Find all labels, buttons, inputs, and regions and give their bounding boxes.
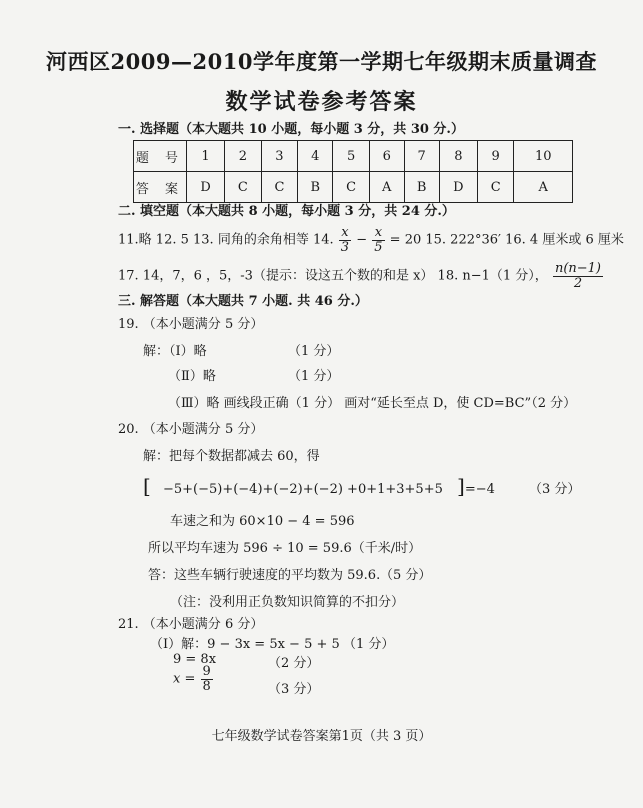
- fill-answers-line2: [118, 262, 604, 290]
- question-number: 3: [261, 141, 298, 172]
- question-number-row: [134, 141, 573, 172]
- q20-title: 20. （本小题满分 5 分）: [118, 422, 264, 437]
- answer-cell: C: [225, 172, 262, 203]
- q20-answer: 答：这些车辆行驶速度的平均数为 59.6.: [148, 568, 381, 583]
- answers-17-18-text: 17. 14，7，6 ，5，-3（提示：设这五个数的和是 x） 18. n−1（1 分），: [118, 268, 548, 284]
- q21-step2-score: （2 分）: [268, 656, 320, 671]
- q20-note: （注：没利用正负数知识简算的不扣分）: [170, 595, 405, 610]
- q20-step1: 解：把每个数据都减去 60，得: [143, 449, 320, 464]
- q20-answer-score: （5 分）: [380, 568, 432, 583]
- answer-cell: A: [514, 172, 573, 203]
- q21-step2: 9 = 8x: [173, 652, 217, 667]
- section2-heading: 二. 填空题（本大题共 8 小题，每小题 3 分，共 24 分.）: [118, 204, 455, 219]
- answers-14-16-text: = 20 15. 222°36′ 16. 4 厘米或 6 厘米: [389, 232, 624, 248]
- answer-cell: B: [298, 172, 333, 203]
- page-footer: 七年级数学试卷答案第1页（共 3 页）: [211, 729, 432, 744]
- row-label: 答 案: [134, 172, 187, 203]
- question-number: 9: [477, 141, 514, 172]
- q21-step1-score: （1 分）: [343, 637, 395, 652]
- row-label: 题 号: [134, 141, 187, 172]
- answer-table: [133, 140, 573, 203]
- fill-answers-line1: 11.略 12. 5 13. 同角的余角相等 14. $\frac{x}{3}$ − $\frac{x}{5}$ = 20 15. 222°36′ 16. 4 厘米或 6 厘米: [118, 225, 624, 255]
- q21-step3: x = $\frac{9}{8}$: [173, 664, 211, 694]
- q19-part2-score: （1 分）: [288, 369, 340, 384]
- section3-heading: 三. 解答题（本大题共 7 小题. 共 46 分.）: [118, 294, 368, 309]
- q19-part1: 解：（Ⅰ）略: [143, 344, 207, 359]
- question-number: 1: [187, 141, 225, 172]
- q19-part2: （Ⅱ）略: [168, 369, 216, 384]
- fraction-9-over-8: $\frac{9}{8}$: [202, 664, 211, 694]
- answer-row: [134, 172, 573, 203]
- answer-cell: A: [369, 172, 404, 203]
- answer-cell: B: [404, 172, 439, 203]
- answer-cell: C: [333, 172, 370, 203]
- q20-step4: 所以平均车速为 596 ÷ 10 = 59.6（千米/时）: [148, 541, 422, 556]
- q21-title: 21. （本小题满分 6 分）: [118, 617, 264, 632]
- section1-heading: 一. 选择题（本大题共 10 小题，每小题 3 分，共 30 分.）: [118, 122, 464, 137]
- question-number: 4: [298, 141, 333, 172]
- q21-step3-score: （3 分）: [268, 682, 320, 697]
- q20-step3: 车速之和为 60×10 − 4 = 596: [170, 514, 355, 529]
- fraction-x-over-5: $\frac{x}{5}$: [374, 225, 383, 255]
- fraction-x-over-3: $\frac{x}{3}$: [340, 225, 350, 255]
- document-title: 河西区2009—2010学年度第一学期七年级期末质量调查: [46, 49, 597, 74]
- answer-cell: D: [439, 172, 477, 203]
- question-number: 6: [369, 141, 404, 172]
- answers-11-14-text: 11.略 12. 5 13. 同角的余角相等 14.: [118, 232, 334, 248]
- q19-part1-score: （1 分）: [288, 344, 340, 359]
- question-number: 10: [514, 141, 573, 172]
- answer-cell: C: [477, 172, 514, 203]
- q19-title: 19. （本小题满分 5 分）: [118, 317, 264, 332]
- fraction-n-n-minus-1-over-2: $\frac{n(n-1)}{2}$: [554, 261, 602, 291]
- question-number: 5: [333, 141, 370, 172]
- document-subtitle: 数学试卷参考答案: [225, 89, 418, 115]
- question-number: 2: [225, 141, 262, 172]
- answer-cell: D: [187, 172, 225, 203]
- question-number: 7: [404, 141, 439, 172]
- answer-cell: C: [261, 172, 298, 203]
- q20-sum-expression: [ −5+(−5)+(−4)+(−2)+(−2) +0+1+3+5+5 ]=−4 （3 分）: [143, 474, 581, 498]
- question-number: 8: [439, 141, 477, 172]
- q19-part3: （Ⅲ）略 画线段正确（1 分） 画对“延长至点 D，使 CD=BC”（2 分）: [168, 396, 577, 411]
- q21-step1: （Ⅰ）解：9 − 3x = 5x − 5 + 5: [150, 637, 340, 652]
